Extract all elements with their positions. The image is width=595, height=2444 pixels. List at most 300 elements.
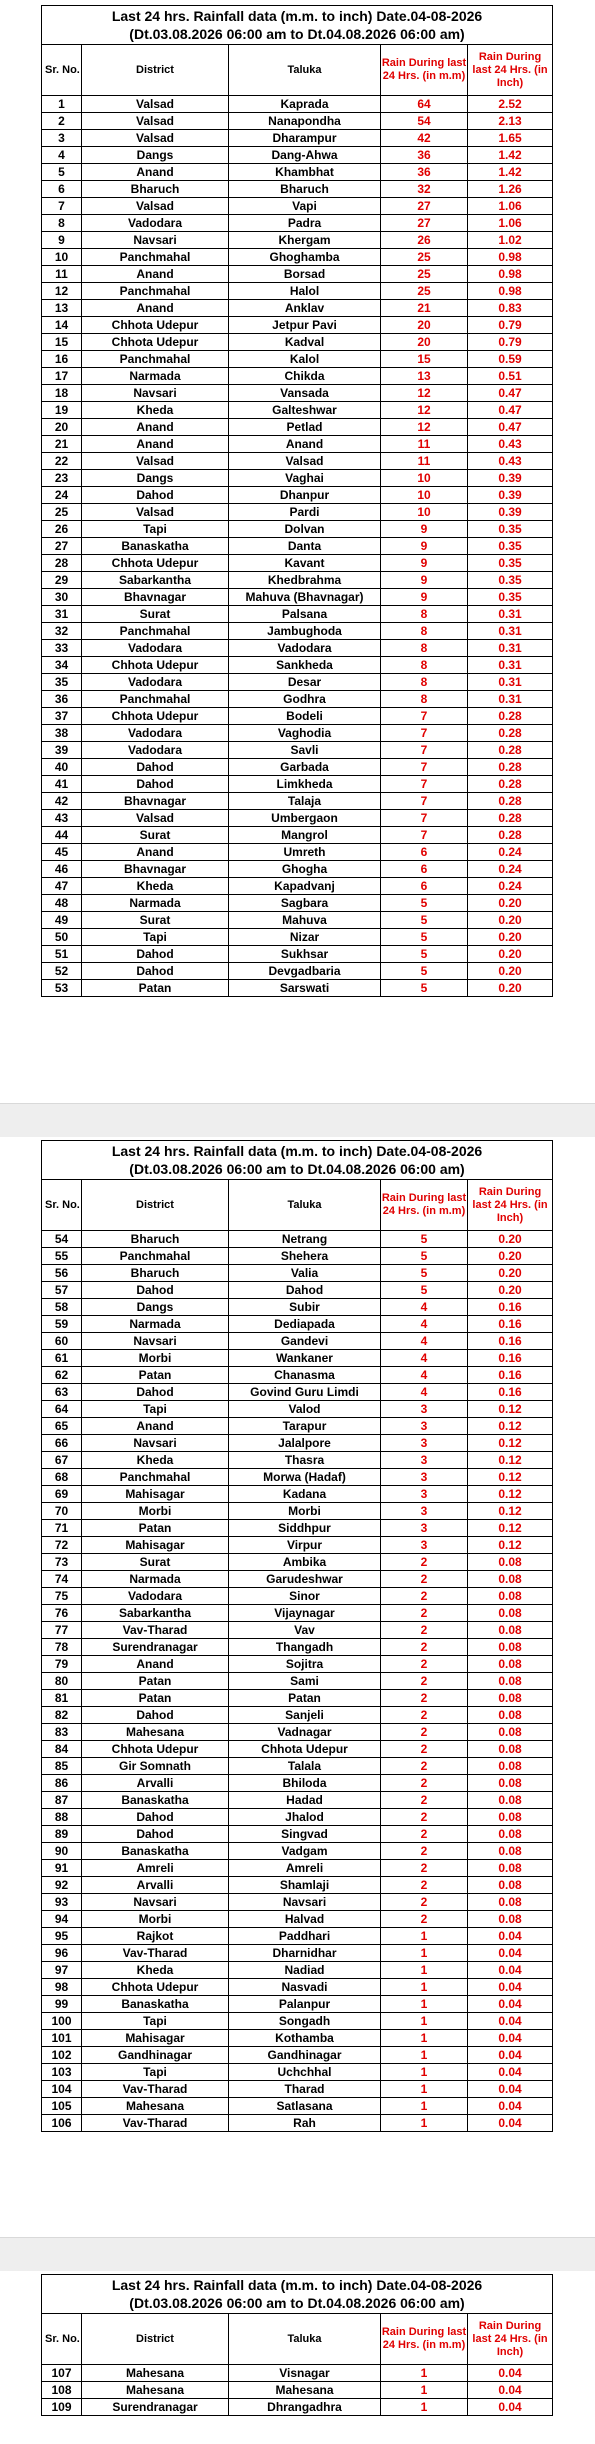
table-row [42,691,553,708]
cell-taluka: Danta [229,538,381,555]
cell-district: Tapi [82,929,229,946]
cell-taluka: Chikda [229,368,381,385]
cell-district: Dahod [82,946,229,963]
cell-rain-inch: 0.35 [468,572,553,589]
cell-sr-no: 39 [42,742,82,759]
cell-district: Dahod [82,759,229,776]
cell-rain-inch: 0.16 [468,1350,553,1367]
cell-sr-no: 106 [42,2115,82,2132]
cell-sr-no: 22 [42,453,82,470]
cell-taluka: Devgadbaria [229,963,381,980]
table-row [42,793,553,810]
cell-sr-no: 109 [42,2399,82,2416]
cell-district: Vadodara [82,215,229,232]
cell-district: Surat [82,912,229,929]
cell-taluka: Visnagar [229,2365,381,2382]
cell-sr-no: 65 [42,1418,82,1435]
cell-taluka: Ambika [229,1554,381,1571]
cell-district: Anand [82,1418,229,1435]
cell-rain-mm: 25 [381,283,468,300]
cell-rain-mm: 2 [381,1656,468,1673]
cell-rain-mm: 5 [381,1282,468,1299]
report-title [42,6,553,45]
cell-rain-inch: 0.28 [468,810,553,827]
cell-sr-no: 41 [42,776,82,793]
table-row [42,1333,553,1350]
cell-district: Tapi [82,2013,229,2030]
cell-district: Narmada [82,1571,229,1588]
cell-rain-inch: 1.06 [468,215,553,232]
cell-rain-inch: 0.39 [468,487,553,504]
cell-sr-no: 48 [42,895,82,912]
cell-district: Vav-Tharad [82,1622,229,1639]
cell-sr-no: 71 [42,1520,82,1537]
table-row [42,1877,553,1894]
cell-rain-mm: 7 [381,708,468,725]
cell-sr-no: 20 [42,419,82,436]
cell-taluka: Vadgam [229,1843,381,1860]
cell-rain-mm: 2 [381,1758,468,1775]
cell-taluka: Sukhsar [229,946,381,963]
table-row [42,1809,553,1826]
cell-rain-mm: 1 [381,2030,468,2047]
cell-sr-no: 87 [42,1792,82,1809]
cell-taluka: Satlasana [229,2098,381,2115]
cell-rain-mm: 2 [381,1826,468,1843]
cell-sr-no: 51 [42,946,82,963]
cell-taluka: Dharnidhar [229,1945,381,1962]
table-row [42,1486,553,1503]
cell-rain-inch: 0.04 [468,2098,553,2115]
cell-sr-no: 96 [42,1945,82,1962]
cell-taluka: Jalalpore [229,1435,381,1452]
cell-rain-mm: 1 [381,2081,468,2098]
cell-district: Anand [82,164,229,181]
table-row [42,1537,553,1554]
table-row [42,1588,553,1605]
cell-taluka: Sojitra [229,1656,381,1673]
cell-rain-mm: 1 [381,2098,468,2115]
cell-taluka: Vadnagar [229,1724,381,1741]
header-rain-mm: Rain During last 24 Hrs. (in m.m) [381,2314,468,2365]
cell-rain-mm: 1 [381,2382,468,2399]
header-taluka: Taluka [229,1180,381,1231]
cell-district: Patan [82,980,229,997]
cell-rain-mm: 15 [381,351,468,368]
table-row [42,1418,553,1435]
cell-taluka: Navsari [229,1894,381,1911]
cell-district: Tapi [82,2064,229,2081]
table-row [42,1724,553,1741]
table-row [42,198,553,215]
cell-sr-no: 108 [42,2382,82,2399]
cell-rain-inch: 0.08 [468,1809,553,1826]
cell-rain-mm: 8 [381,606,468,623]
cell-taluka: Dhanpur [229,487,381,504]
header-rain-inch: Rain During last 24 Hrs. (in Inch) [468,45,553,96]
cell-rain-mm: 1 [381,2047,468,2064]
cell-sr-no: 42 [42,793,82,810]
cell-sr-no: 38 [42,725,82,742]
cell-district: Chhota Udepur [82,334,229,351]
cell-sr-no: 69 [42,1486,82,1503]
cell-district: Patan [82,1690,229,1707]
cell-rain-inch: 0.08 [468,1724,553,1741]
cell-sr-no: 95 [42,1928,82,1945]
header-rain-mm: Rain During last 24 Hrs. (in m.m) [381,1180,468,1231]
table-row [42,963,553,980]
cell-district: Dahod [82,1826,229,1843]
cell-rain-mm: 3 [381,1452,468,1469]
cell-sr-no: 99 [42,1996,82,2013]
cell-taluka: Shehera [229,1248,381,1265]
cell-rain-mm: 2 [381,1860,468,1877]
page-2 [0,1137,595,2237]
cell-taluka: Siddhpur [229,1520,381,1537]
cell-taluka: Ghogha [229,861,381,878]
cell-rain-mm: 27 [381,215,468,232]
table-row [42,708,553,725]
cell-district: Valsad [82,113,229,130]
cell-rain-inch: 0.08 [468,1673,553,1690]
cell-taluka: Pardi [229,504,381,521]
cell-rain-mm: 10 [381,504,468,521]
cell-district: Anand [82,436,229,453]
table-row [42,1265,553,1282]
cell-rain-inch: 0.04 [468,2081,553,2098]
cell-taluka: Khambhat [229,164,381,181]
table-row [42,351,553,368]
cell-sr-no: 6 [42,181,82,198]
cell-sr-no: 9 [42,232,82,249]
cell-rain-inch: 0.31 [468,657,553,674]
report-title-line-2: (Dt.03.08.2026 06:00 am to Dt.04.08.2026 06:00 am) [129,26,465,42]
cell-rain-mm: 6 [381,861,468,878]
cell-rain-mm: 7 [381,742,468,759]
cell-rain-inch: 0.20 [468,1248,553,1265]
cell-rain-mm: 3 [381,1503,468,1520]
cell-sr-no: 103 [42,2064,82,2081]
table-row [42,1945,553,1962]
cell-rain-inch: 0.12 [468,1418,553,1435]
cell-sr-no: 49 [42,912,82,929]
cell-district: Bharuch [82,181,229,198]
cell-rain-mm: 42 [381,130,468,147]
cell-taluka: Sami [229,1673,381,1690]
cell-district: Gandhinagar [82,2047,229,2064]
cell-sr-no: 32 [42,623,82,640]
cell-rain-mm: 9 [381,555,468,572]
cell-district: Sabarkantha [82,572,229,589]
table-row [42,674,553,691]
cell-sr-no: 64 [42,1401,82,1418]
table-row [42,368,553,385]
cell-district: Dahod [82,1282,229,1299]
header-district: District [82,2314,229,2365]
cell-sr-no: 28 [42,555,82,572]
cell-rain-inch: 0.08 [468,1571,553,1588]
cell-rain-mm: 3 [381,1520,468,1537]
table-row [42,1282,553,1299]
cell-sr-no: 52 [42,963,82,980]
cell-rain-mm: 11 [381,453,468,470]
cell-sr-no: 84 [42,1741,82,1758]
table-row [42,1775,553,1792]
cell-rain-inch: 0.35 [468,555,553,572]
cell-sr-no: 1 [42,96,82,113]
cell-rain-mm: 11 [381,436,468,453]
cell-rain-inch: 0.08 [468,1605,553,1622]
cell-rain-inch: 0.12 [468,1435,553,1452]
cell-sr-no: 67 [42,1452,82,1469]
table-row [42,1452,553,1469]
cell-sr-no: 59 [42,1316,82,1333]
table-row [42,1673,553,1690]
cell-taluka: Limkheda [229,776,381,793]
cell-rain-inch: 0.12 [468,1401,553,1418]
table-row [42,164,553,181]
cell-taluka: Palsana [229,606,381,623]
cell-rain-mm: 32 [381,181,468,198]
cell-rain-mm: 8 [381,640,468,657]
cell-taluka: Khergam [229,232,381,249]
cell-rain-inch: 2.52 [468,96,553,113]
cell-district: Navsari [82,1333,229,1350]
cell-district: Navsari [82,1435,229,1452]
cell-taluka: Vadodara [229,640,381,657]
cell-sr-no: 4 [42,147,82,164]
cell-rain-inch: 0.43 [468,453,553,470]
table-row [42,1435,553,1452]
cell-sr-no: 12 [42,283,82,300]
cell-rain-mm: 2 [381,1911,468,1928]
table-row [42,742,553,759]
cell-taluka: Mahuva [229,912,381,929]
cell-district: Valsad [82,198,229,215]
cell-sr-no: 98 [42,1979,82,1996]
cell-sr-no: 86 [42,1775,82,1792]
table-row [42,1996,553,2013]
cell-rain-inch: 0.98 [468,249,553,266]
cell-rain-inch: 0.98 [468,283,553,300]
cell-district: Surat [82,1554,229,1571]
cell-taluka: Dolvan [229,521,381,538]
table-row [42,2098,553,2115]
cell-taluka: Hadad [229,1792,381,1809]
cell-district: Vadodara [82,674,229,691]
cell-sr-no: 3 [42,130,82,147]
cell-rain-inch: 0.39 [468,504,553,521]
cell-rain-mm: 21 [381,300,468,317]
cell-rain-mm: 1 [381,1979,468,1996]
cell-rain-mm: 1 [381,2064,468,2081]
cell-rain-mm: 12 [381,419,468,436]
table-row [42,1928,553,1945]
cell-rain-mm: 5 [381,1265,468,1282]
cell-sr-no: 83 [42,1724,82,1741]
table-row [42,1299,553,1316]
table-row [42,436,553,453]
cell-sr-no: 100 [42,2013,82,2030]
cell-district: Bhavnagar [82,793,229,810]
cell-rain-mm: 5 [381,912,468,929]
header-taluka: Taluka [229,45,381,96]
cell-district: Panchmahal [82,1469,229,1486]
cell-rain-inch: 0.28 [468,725,553,742]
cell-rain-inch: 0.31 [468,640,553,657]
cell-rain-inch: 1.26 [468,181,553,198]
cell-sr-no: 81 [42,1690,82,1707]
cell-taluka: Mahesana [229,2382,381,2399]
table-row [42,980,553,997]
cell-rain-mm: 5 [381,980,468,997]
cell-rain-inch: 0.24 [468,861,553,878]
cell-sr-no: 77 [42,1622,82,1639]
cell-taluka: Kalol [229,351,381,368]
cell-district: Dahod [82,1707,229,1724]
cell-district: Vadodara [82,725,229,742]
cell-district: Mahesana [82,2382,229,2399]
rainfall-table-page-1 [41,5,553,997]
cell-taluka: Nizar [229,929,381,946]
cell-taluka: Dang-Ahwa [229,147,381,164]
cell-taluka: Tarapur [229,1418,381,1435]
table-row [42,2382,553,2399]
cell-rain-mm: 2 [381,1724,468,1741]
cell-rain-mm: 1 [381,1928,468,1945]
cell-rain-mm: 2 [381,1792,468,1809]
cell-district: Mahesana [82,2098,229,2115]
cell-sr-no: 18 [42,385,82,402]
cell-sr-no: 10 [42,249,82,266]
cell-sr-no: 82 [42,1707,82,1724]
cell-taluka: Savli [229,742,381,759]
cell-district: Anand [82,419,229,436]
table-row [42,2365,553,2382]
cell-district: Amreli [82,1860,229,1877]
cell-taluka: Dhrangadhra [229,2399,381,2416]
page-3 [0,2271,595,2444]
cell-sr-no: 88 [42,1809,82,1826]
cell-district: Chhota Udepur [82,555,229,572]
cell-rain-mm: 2 [381,1843,468,1860]
cell-taluka: Thangadh [229,1639,381,1656]
cell-rain-inch: 0.04 [468,2030,553,2047]
cell-taluka: Kadana [229,1486,381,1503]
table-row [42,844,553,861]
table-row [42,419,553,436]
header-rain-inch: Rain During last 24 Hrs. (in Inch) [468,2314,553,2365]
cell-rain-inch: 0.04 [468,1928,553,1945]
header-taluka: Taluka [229,2314,381,2365]
cell-district: Vadodara [82,640,229,657]
cell-district: Panchmahal [82,691,229,708]
cell-taluka: Chanasma [229,1367,381,1384]
cell-rain-inch: 0.28 [468,742,553,759]
cell-rain-mm: 7 [381,793,468,810]
cell-district: Anand [82,266,229,283]
cell-rain-mm: 1 [381,2399,468,2416]
report-title-line-2: (Dt.03.08.2026 06:00 am to Dt.04.08.2026 06:00 am) [129,2295,465,2311]
cell-sr-no: 14 [42,317,82,334]
table-row [42,1741,553,1758]
cell-taluka: Khedbrahma [229,572,381,589]
cell-district: Mahesana [82,1724,229,1741]
cell-district: Kheda [82,878,229,895]
cell-district: Surendranagar [82,1639,229,1656]
table-row [42,1554,553,1571]
cell-rain-inch: 0.39 [468,470,553,487]
cell-district: Panchmahal [82,283,229,300]
cell-rain-inch: 0.31 [468,691,553,708]
cell-rain-inch: 0.04 [468,2047,553,2064]
table-row [42,1503,553,1520]
cell-taluka: Kavant [229,555,381,572]
cell-taluka: Uchchhal [229,2064,381,2081]
cell-sr-no: 40 [42,759,82,776]
cell-sr-no: 93 [42,1894,82,1911]
table-row [42,2064,553,2081]
cell-rain-inch: 0.28 [468,793,553,810]
cell-rain-inch: 0.08 [468,1622,553,1639]
cell-district: Valsad [82,453,229,470]
cell-sr-no: 75 [42,1588,82,1605]
table-row [42,181,553,198]
cell-rain-mm: 2 [381,1571,468,1588]
cell-district: Narmada [82,1316,229,1333]
cell-rain-mm: 2 [381,1775,468,1792]
cell-rain-inch: 0.16 [468,1299,553,1316]
cell-rain-mm: 36 [381,147,468,164]
cell-sr-no: 55 [42,1248,82,1265]
cell-district: Chhota Udepur [82,1741,229,1758]
cell-sr-no: 89 [42,1826,82,1843]
cell-sr-no: 79 [42,1656,82,1673]
cell-district: Chhota Udepur [82,657,229,674]
table-row [42,453,553,470]
cell-sr-no: 2 [42,113,82,130]
cell-rain-inch: 0.28 [468,759,553,776]
table-row [42,555,553,572]
table-row [42,1911,553,1928]
cell-taluka: Galteshwar [229,402,381,419]
cell-rain-inch: 0.04 [468,2382,553,2399]
cell-rain-inch: 0.20 [468,963,553,980]
cell-district: Surendranagar [82,2399,229,2416]
cell-taluka: Valsad [229,453,381,470]
cell-taluka: Vansada [229,385,381,402]
table-row [42,215,553,232]
cell-district: Banaskatha [82,1996,229,2013]
cell-sr-no: 94 [42,1911,82,1928]
cell-district: Bharuch [82,1265,229,1282]
table-row [42,1894,553,1911]
table-row [42,1639,553,1656]
table-row [42,1707,553,1724]
cell-rain-inch: 0.08 [468,1707,553,1724]
table-row [42,1843,553,1860]
table-row [42,572,553,589]
cell-taluka: Morwa (Hadaf) [229,1469,381,1486]
cell-district: Dangs [82,147,229,164]
cell-rain-inch: 0.16 [468,1367,553,1384]
cell-rain-inch: 0.08 [468,1894,553,1911]
cell-taluka: Sanjeli [229,1707,381,1724]
cell-taluka: Mangrol [229,827,381,844]
page-separator [0,1103,595,1139]
cell-taluka: Morbi [229,1503,381,1520]
cell-sr-no: 35 [42,674,82,691]
